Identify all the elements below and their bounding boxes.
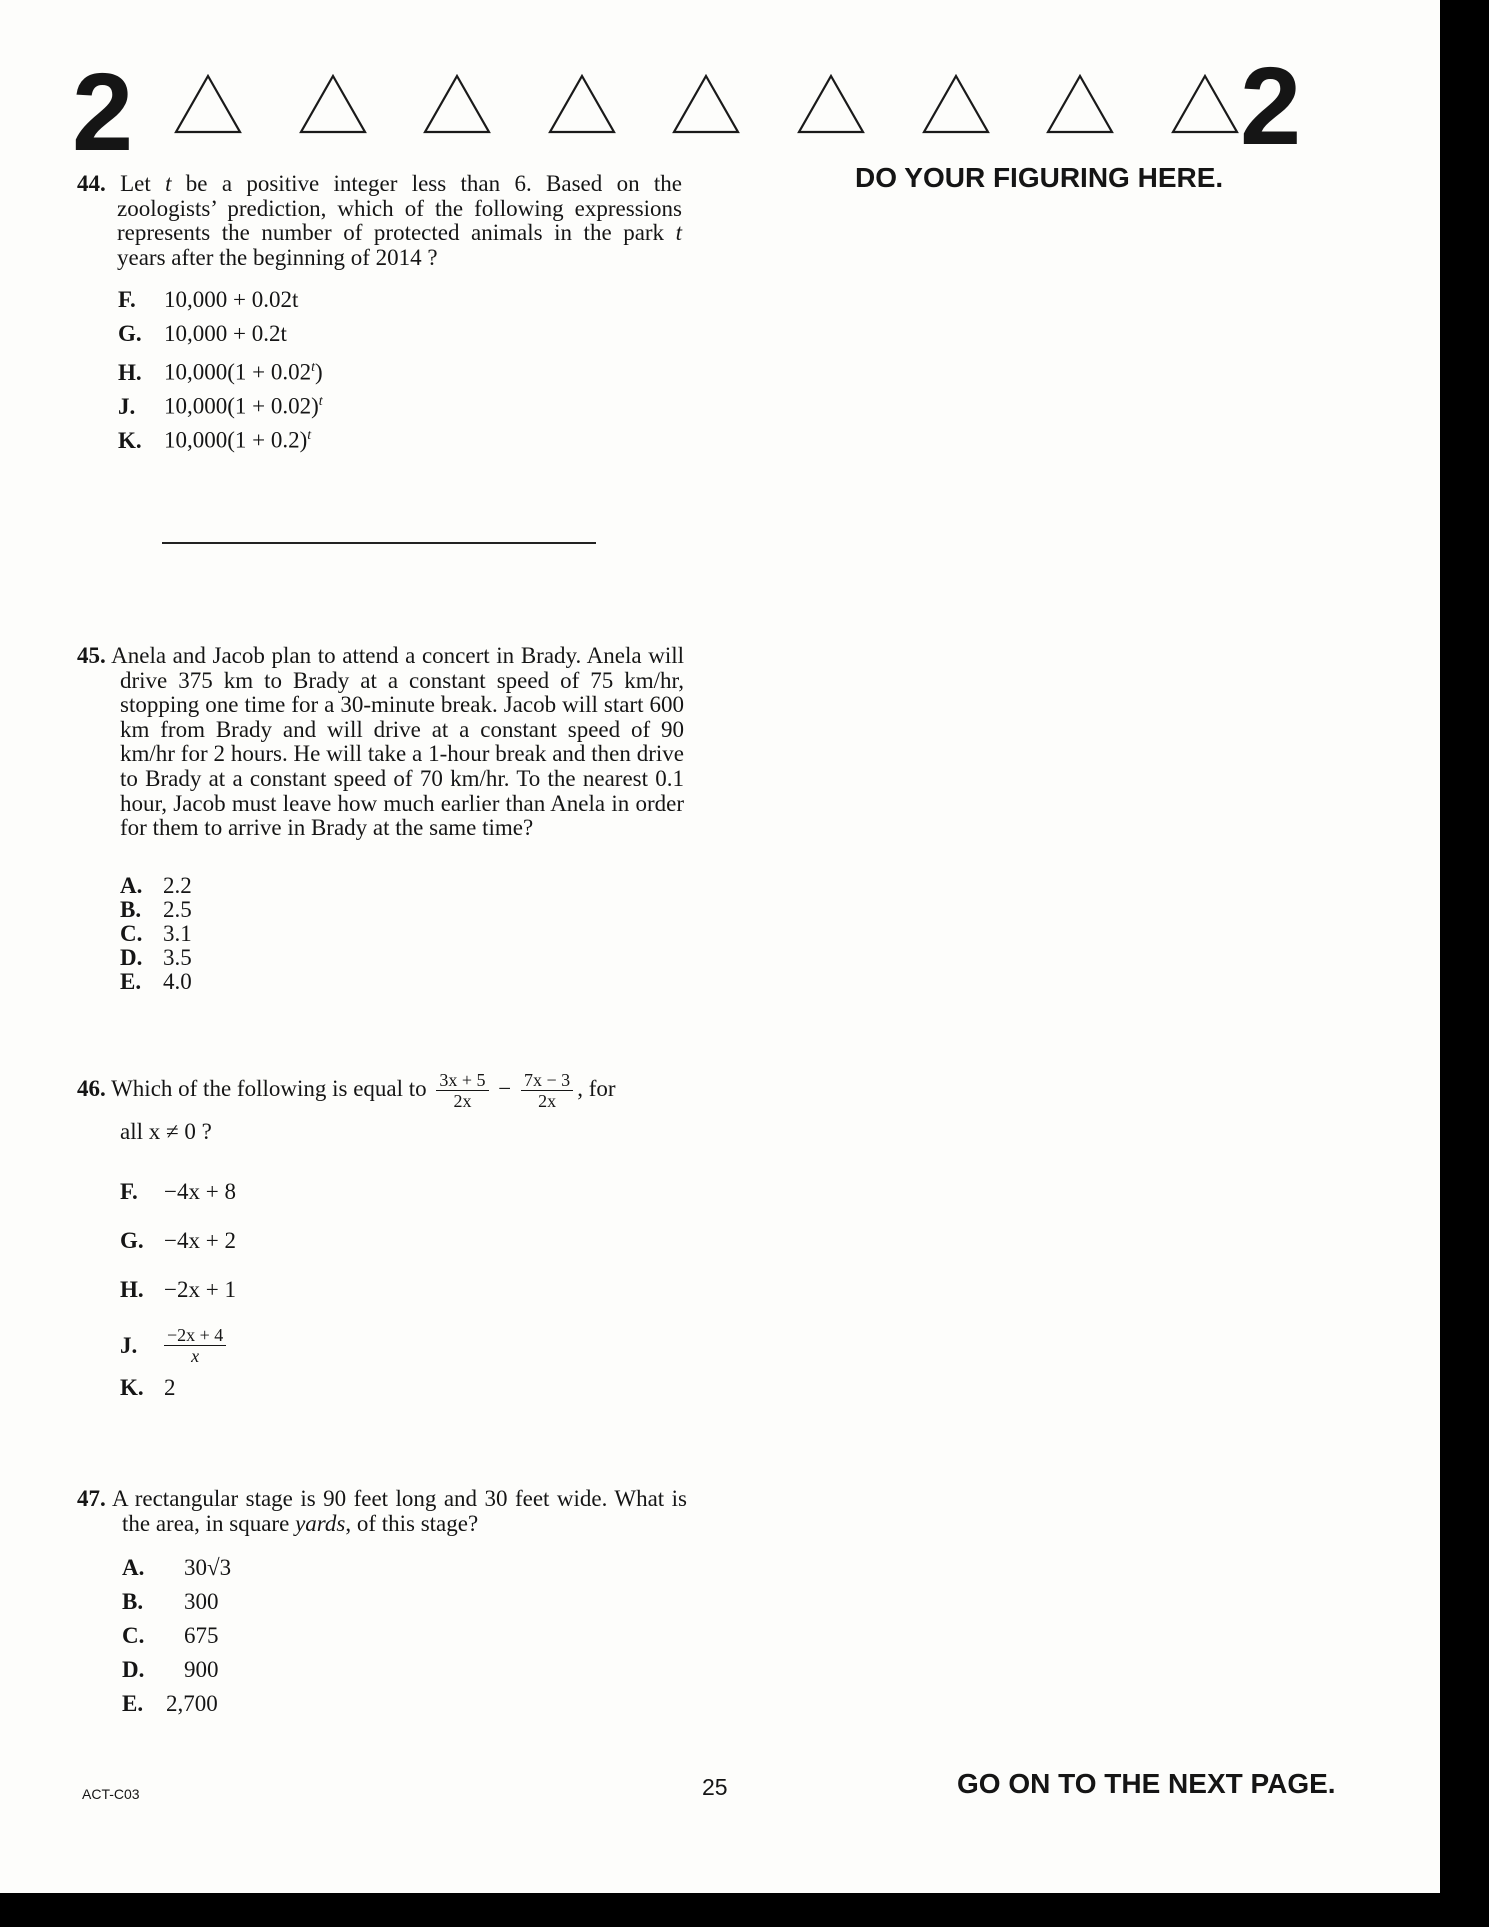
page-number: 25	[702, 1774, 728, 1800]
triangle-icon	[423, 74, 491, 134]
answer-option[interactable]: K. $10,000(1 + 0.2)^t$	[118, 427, 312, 453]
triangle-icon	[797, 74, 865, 134]
answer-option[interactable]: F. −4x + 8	[120, 1179, 236, 1204]
question-44	[77, 172, 682, 270]
fraction: $\frac{7x - 3}{2x}$	[521, 1070, 573, 1111]
answer-option[interactable]: B. 2.5	[120, 897, 192, 922]
question-number: 46.	[77, 1075, 106, 1101]
answer-option[interactable]: C. 3.1	[120, 921, 192, 946]
answer-option[interactable]: B. 300	[122, 1589, 219, 1614]
answer-option[interactable]: A. 30√3	[122, 1555, 232, 1580]
question-44-text: 44. Let t be a positive integer less than 6. Based on the zoologists’ prediction, which of the following expressions represents the number of protected animals in the park t years after the beginning of 2014 ?	[77, 171, 682, 270]
question-46-text: 46. Which of the following is equal to $\frac{3x + 5}{2x}$ − $\frac{7x - 3}{2x}$ , for	[77, 1070, 616, 1111]
question-45-text: 45. Anela and Jacob plan to attend a concert in Brady. Anela will drive 375 km to Brady at a constant speed of 75 km/hr, stopping one time for a 30-minute break. Jacob will start 600 km from Brady and will drive at a constant speed of 90 km/hr for 2 hours. He will take a 1-hour break and then drive to Brady at a constant speed of 70 km/hr. To the nearest 0.1 hour, Jacob must leave how much earlier than Anela in order for them to arrive in Brady at the same time?	[77, 643, 684, 841]
triangle-icon	[1171, 74, 1239, 134]
answer-option[interactable]: H. −2x + 1	[120, 1277, 236, 1302]
fraction: $\frac{3x + 5}{2x}$	[436, 1070, 488, 1111]
section-number-right: 2	[1240, 45, 1302, 168]
next-page-note: GO ON TO THE NEXT PAGE.	[957, 1768, 1336, 1799]
question-45	[77, 644, 684, 841]
triangle-icon	[1046, 74, 1114, 134]
answer-option[interactable]: K. 2	[120, 1375, 176, 1400]
triangle-icon	[299, 74, 367, 134]
answer-option[interactable]: D. 3.5	[120, 945, 192, 970]
answer-option[interactable]: J. $\frac{-2x + 4}{x}$	[120, 1318, 230, 1372]
answer-option[interactable]: G. 10,000 + 0.2t	[118, 321, 287, 346]
answer-option[interactable]: A. 2.2	[120, 873, 192, 898]
answer-option[interactable]: D. 900	[122, 1657, 219, 1682]
answer-option[interactable]: E. 4.0	[120, 969, 192, 994]
fraction: $\frac{-2x + 4}{x}$	[164, 1325, 226, 1366]
question-46	[77, 1070, 689, 1147]
form-code: ACT-C03	[82, 1786, 140, 1802]
answer-option[interactable]: C. 675	[122, 1623, 219, 1648]
triangle-icon	[548, 74, 616, 134]
question-47-text: 47. A rectangular stage is 90 feet long and 30 feet wide. What is the area, in square yards, of this stage?	[77, 1486, 687, 1536]
answer-option[interactable]: J. $10,000(1 + 0.02)^t$	[118, 393, 323, 419]
answer-option[interactable]: H. $10,000(1 + 0.02^t)$	[118, 359, 323, 385]
triangle-icon	[922, 74, 990, 134]
question-number: 47.	[77, 1486, 106, 1511]
triangle-icon	[174, 74, 242, 134]
answer-option[interactable]: G. −4x + 2	[120, 1228, 236, 1253]
separator-line	[162, 542, 596, 544]
section-number-left: 2	[72, 51, 134, 174]
answer-option[interactable]: F. 10,000 + 0.02t	[118, 287, 299, 312]
triangle-icon	[672, 74, 740, 134]
question-number: 45.	[77, 643, 106, 668]
answer-option[interactable]: E. 2,700	[122, 1691, 218, 1716]
figuring-note: DO YOUR FIGURING HERE.	[855, 162, 1224, 193]
question-46-condition: all x ≠ 0 ?	[120, 1119, 212, 1144]
question-number: 44.	[77, 171, 106, 196]
question-47	[77, 1487, 687, 1536]
